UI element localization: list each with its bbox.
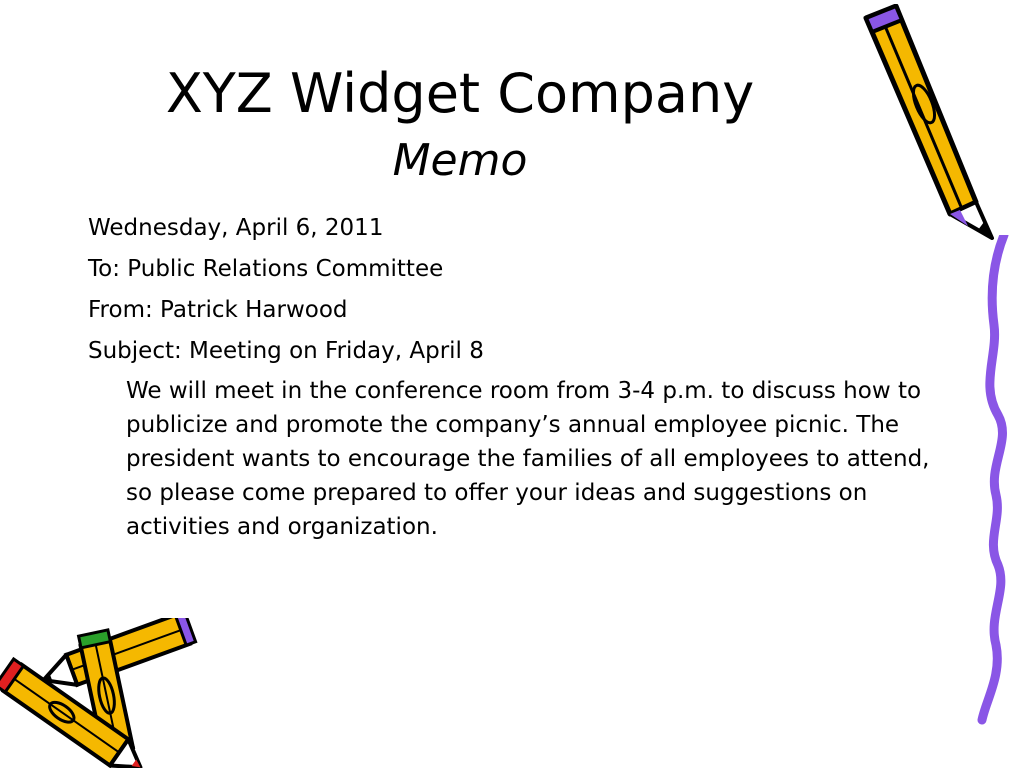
pencils-icon: [0, 618, 210, 768]
memo-to: To: Public Relations Committee: [88, 256, 444, 282]
memo-from: From: Patrick Harwood: [88, 297, 348, 323]
squiggle-decoration: [968, 235, 1024, 725]
company-title: XYZ Widget Company: [165, 62, 755, 125]
memo-body: We will meet in the conference room from 3-4 p.m. to discuss how to publicize and promote the company’s annual employee picnic. The president wants to encourage the families of all employees to attend, so please come prepared to offer your ideas and suggestions on activities and organization.: [126, 378, 930, 540]
memo-date: Wednesday, April 6, 2011: [88, 215, 384, 241]
pencil-icon: [858, 4, 1004, 244]
memo-header: [88, 208, 484, 372]
memo-subtitle: Memo: [392, 135, 528, 186]
memo-subject: Subject: Meeting on Friday, April 8: [88, 338, 484, 364]
